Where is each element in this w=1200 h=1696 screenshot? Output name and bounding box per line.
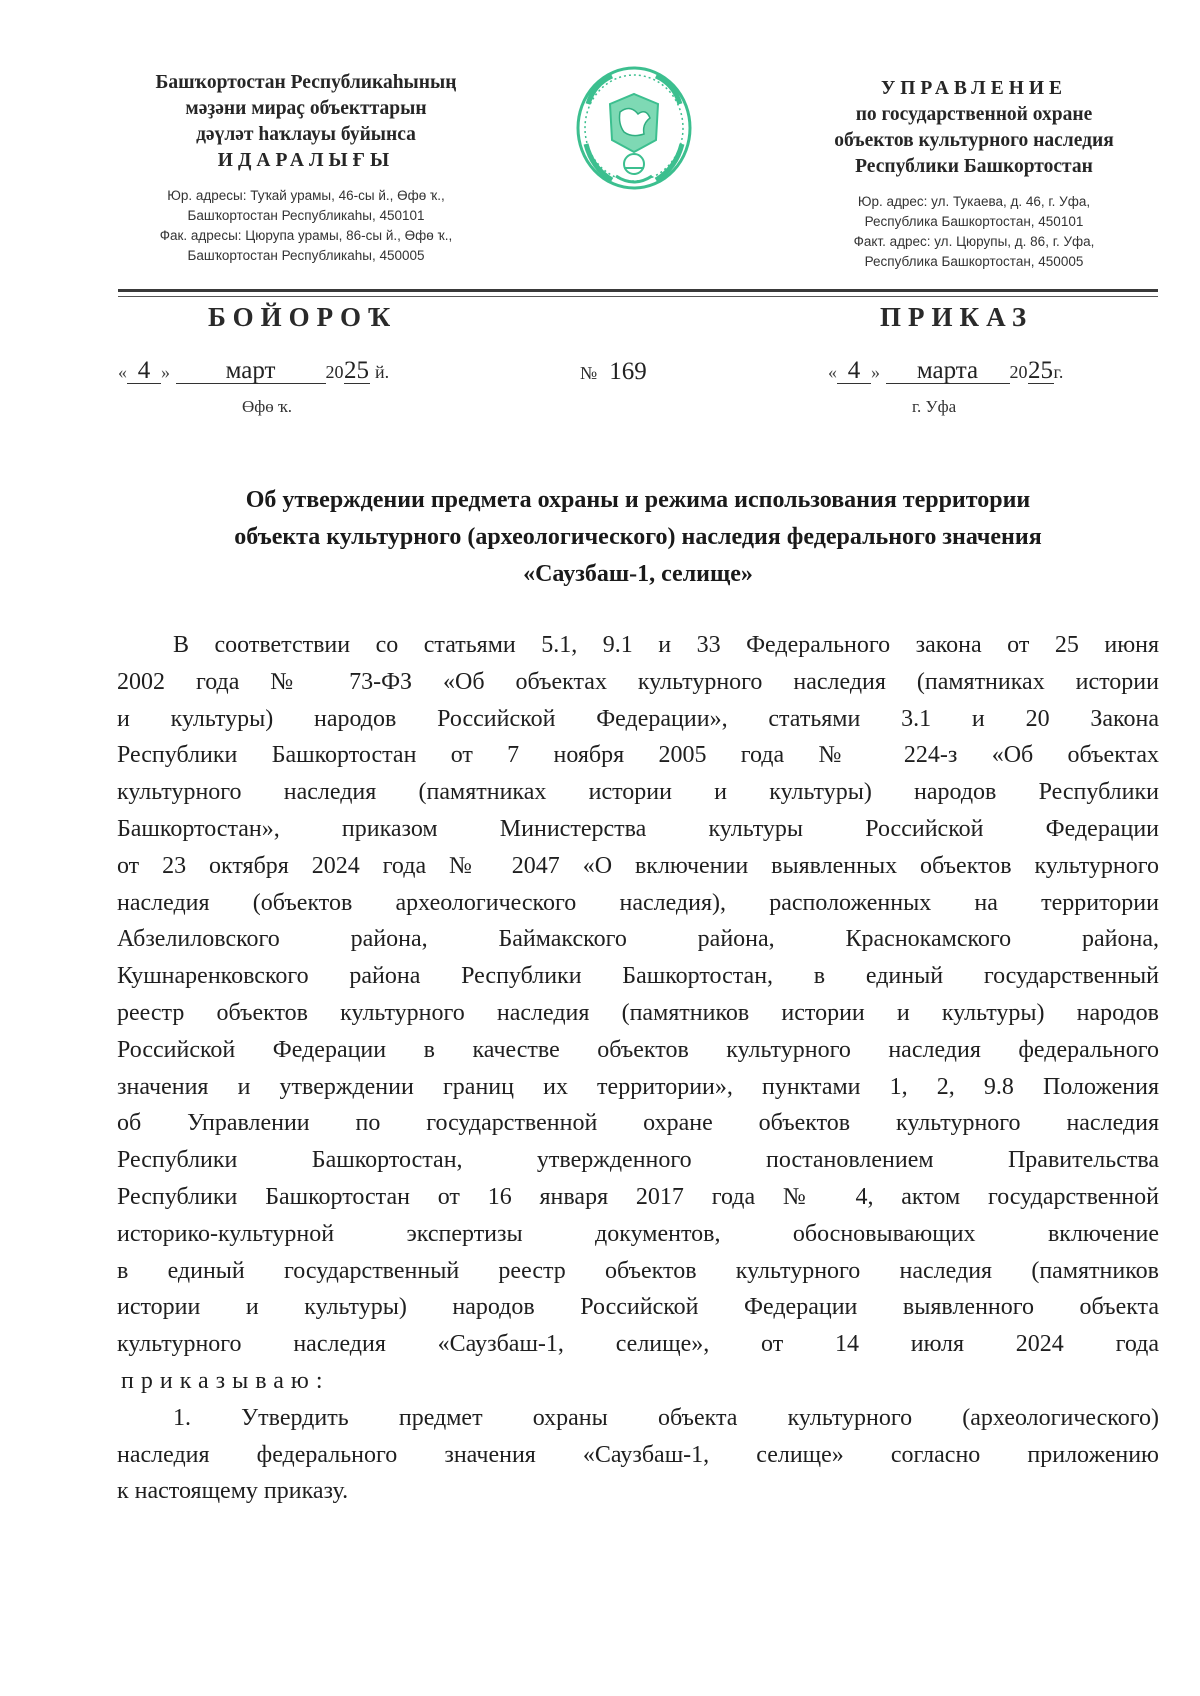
header-divider-thin <box>118 296 1158 297</box>
body-line: от 23 октября 2024 года № 2047 «О включении выявленных объектов культурного <box>117 852 1159 879</box>
number-value: 169 <box>609 358 647 385</box>
date-russian <box>828 358 1063 384</box>
year-unit: й. <box>375 362 390 382</box>
address-line: Факт. адрес: ул. Цюрупы, д. 86, г. Уфа, <box>853 234 1095 249</box>
body-line: Республики Башкортостан от 16 января 2017 года № 4, актом государственной <box>117 1183 1159 1210</box>
quote-open: « <box>118 362 127 382</box>
body-line: значения и утверждении границ их территории», пунктами 1, 2, 9.8 Положения <box>117 1073 1159 1100</box>
quote-close: » <box>161 362 170 382</box>
body-line: Абзелиловского района, Баймакского района, Краснокамского района, <box>117 926 1159 953</box>
body-line: В соответствии со статьями 5.1, 9.1 и 33 Федерального закона от 25 июня <box>173 632 1159 658</box>
date-month: марта <box>886 359 1010 384</box>
body-line: в единый государственный реестр объектов культурного наследия (памятников <box>117 1257 1159 1284</box>
document-body <box>117 627 1159 1510</box>
body-line: реестр объектов культурного наследия (памятников истории и культуры) народов <box>117 999 1159 1026</box>
doc-kind-russian: ПРИКАЗ <box>880 302 1034 332</box>
year-prefix: 20 <box>1009 362 1028 382</box>
body-line: историко-культурной экспертизы документов, обосновывающих включение <box>117 1220 1159 1247</box>
address-line: Юр. адресы: Туҡай урамы, 46-сы й., Өфө ҡ., <box>167 188 445 203</box>
title-line: Об утверждении предмета охраны и режима использования территории <box>245 487 1031 513</box>
city-bashkir: Өфө ҡ. <box>242 397 293 416</box>
address-line: Республика Башкортостан, 450101 <box>864 214 1084 229</box>
address-line: Республика Башкортостан, 450005 <box>864 254 1084 269</box>
title-line: «Саузбаш-1, селище» <box>523 561 753 587</box>
date-day: 4 <box>127 359 161 384</box>
quote-close: » <box>871 362 880 382</box>
year-unit: г. <box>1053 362 1064 382</box>
address-line: Башҡортостан Республикаһы, 450005 <box>187 248 425 263</box>
header-divider <box>118 289 1158 292</box>
address-block <box>790 192 1158 272</box>
body-line: об Управлении по государственной охране объектов культурного наследия <box>117 1110 1159 1137</box>
year-suffix: 25 <box>344 357 369 384</box>
body-line: культурного наследия «Саузбаш-1, селище», от 14 июля 2024 года <box>117 1331 1159 1358</box>
order-word: приказываю: <box>121 1367 330 1394</box>
date-day: 4 <box>837 359 871 384</box>
body-line: Республики Башкортостан от 7 ноября 2005 года № 224-з «Об объектах <box>117 742 1159 769</box>
org-line: Башҡортостан Республикаһының <box>155 72 457 93</box>
body-line: Российской Федерации в качестве объектов культурного наследия федерального <box>117 1036 1159 1063</box>
order-number <box>580 358 647 386</box>
letterhead-left <box>110 70 502 266</box>
number-label: № <box>580 363 598 383</box>
year-prefix: 20 <box>325 362 344 382</box>
body-line: истории и культуры) народов Российской Федерации выявленного объекта <box>117 1294 1159 1321</box>
letterhead-right <box>790 76 1158 272</box>
body-line: Кушнаренковского района Республики Башкортостан, в единый государственный <box>117 963 1159 990</box>
city-russian: г. Уфа <box>912 397 957 416</box>
doc-kind-bashkir: БОЙОРОҠ <box>208 302 398 332</box>
coat-of-arms-icon <box>572 64 696 196</box>
date-month: март <box>176 359 326 384</box>
year-suffix: 25 <box>1028 357 1053 384</box>
org-line: Республики Башкортостан <box>855 156 1093 177</box>
org-line: по государственной охране <box>855 104 1093 125</box>
body-line: Башкортостан», приказом Министерства культуры Российской Федерации <box>117 815 1159 842</box>
item-line: наследия федерального значения «Саузбаш-1, селище» согласно приложению <box>117 1441 1159 1468</box>
org-line: объектов культурного наследия <box>834 130 1114 151</box>
address-block <box>110 186 502 266</box>
org-line: дәүләт һаҡлауы буйынса <box>196 124 416 145</box>
org-name: ИДАРАЛЫҒЫ <box>217 150 395 171</box>
body-line: 2002 года № 73-ФЗ «Об объектах культурного наследия (памятниках истории <box>117 668 1159 695</box>
body-line: наследия (объектов археологического наследия), расположенных на территории <box>117 889 1159 916</box>
item-line: к настоящему приказу. <box>117 1478 349 1505</box>
body-line: культурного наследия (памятниках истории и культуры) народов Республики <box>117 779 1159 806</box>
address-line: Юр. адрес: ул. Тукаева, д. 46, г. Уфа, <box>857 194 1091 209</box>
org-name: УПРАВЛЕНИЕ <box>880 78 1068 99</box>
address-line: Башҡортостан Республикаһы, 450101 <box>187 208 425 223</box>
document-title <box>118 482 1158 593</box>
title-line: объекта культурного (археологического) наследия федерального значения <box>234 524 1042 550</box>
body-line: и культуры) народов Российской Федерации», статьями 3.1 и 20 Закона <box>117 705 1159 732</box>
item-line: 1. Утвердить предмет охраны объекта культурного (археологического) <box>173 1404 1159 1431</box>
quote-open: « <box>828 362 837 382</box>
org-line: мәҙәни мираҫ объекттарын <box>185 98 427 119</box>
body-line: Республики Башкортостан, утвержденного постановлением Правительства <box>117 1147 1159 1174</box>
address-line: Фак. адресы: Цюрупа урамы, 86-сы й., Өфө ҡ., <box>159 228 453 243</box>
date-bashkir <box>118 358 389 384</box>
